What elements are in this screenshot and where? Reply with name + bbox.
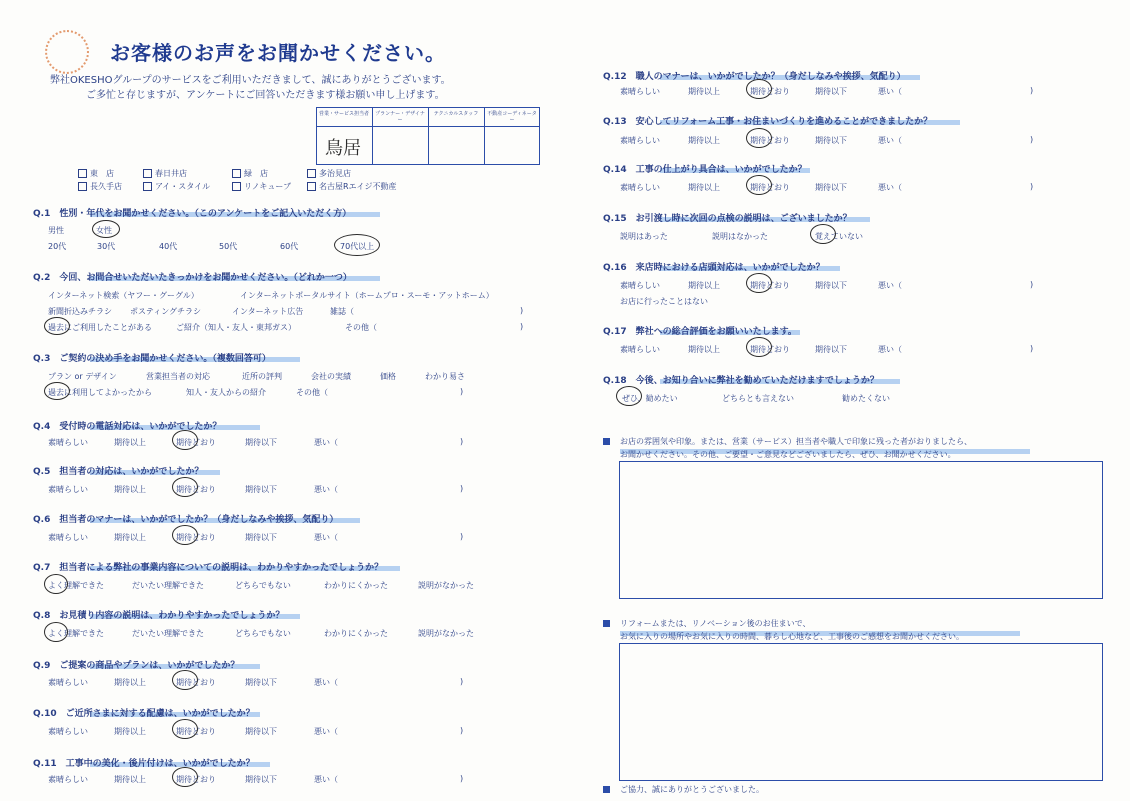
q10-opt-bad-close: ) [460, 726, 464, 735]
q5-opt-bad-close: ) [460, 484, 464, 493]
q3-clarity[interactable]: わかり易さ [425, 372, 465, 381]
q12-opt-above[interactable]: 期待以上 [688, 87, 720, 96]
q1-age-40[interactable]: 40代 [159, 242, 178, 251]
q18-opt-definitely[interactable]: ぜひ、勧めたい [622, 394, 678, 403]
q13-opt-below[interactable]: 期待以下 [815, 136, 847, 145]
q2-magazine[interactable]: 雑誌（ [330, 307, 354, 316]
store-checkbox-tajimi[interactable]: 多治見店 [307, 168, 351, 179]
q3-price[interactable]: 価格 [380, 372, 396, 381]
q2-posting[interactable]: ポスティングチラシ [130, 307, 202, 316]
staff-header-realestate: 不動産コーディネーター [487, 111, 537, 123]
q16-opt-bad[interactable]: 悪い（ [878, 281, 902, 290]
q7-opt-none[interactable]: 説明がなかった [418, 581, 474, 590]
staff-header-sales: 営業・サービス担当者 [319, 111, 370, 117]
store-checkbox-nagoya-rage[interactable]: 名古屋Rエイジ不動産 [307, 181, 397, 192]
store-checkbox-higashi[interactable]: 東 店 [78, 168, 114, 179]
q15-opt-yes[interactable]: 説明はあった [620, 232, 668, 241]
q7-opt-mostly[interactable]: だいたい理解できた [132, 581, 204, 590]
seal-stamp [45, 30, 89, 74]
q8-circle [44, 622, 68, 642]
q14-opt-below[interactable]: 期待以下 [815, 183, 847, 192]
q11-opt-expected[interactable]: 期待どおり [176, 775, 216, 784]
question-6: Q.6 担当者のマナーは、いかがでしたか？（身だしなみや挨拶、気配り） [33, 515, 339, 525]
q13-circle [746, 128, 772, 148]
q9-opt-bad-close: ) [460, 677, 464, 686]
q2-other-close: ) [520, 322, 524, 331]
q2-past-circle [44, 317, 70, 335]
free2-line-2: お気に入りの場所やお気に入りの時間、暮らし心地など、工事後のご感想をお聞かせください。 [620, 632, 964, 641]
free1-line-1: お店の雰囲気や印象。または、営業（サービス）担当者や職人で印象に残った者がおりましたら、 [620, 437, 972, 446]
q10-opt-excellent[interactable]: 素晴らしい [48, 727, 88, 736]
q11-opt-below[interactable]: 期待以下 [245, 775, 277, 784]
q18-circle [616, 386, 642, 406]
q3-plan[interactable]: プラン or デザイン [48, 372, 117, 381]
q12-circle [746, 79, 772, 99]
q4-opt-below[interactable]: 期待以下 [245, 438, 277, 447]
staff-header-technical: テクニカルスタッフ [433, 111, 479, 117]
question-8: Q.8 お見積り内容の説明は、わかりやすかったでしょうか？ [33, 611, 285, 621]
q17-opt-excellent[interactable]: 素晴らしい [620, 345, 660, 354]
question-10: Q.10 ご近所さまに対する配慮は、いかがでしたか？ [33, 709, 255, 719]
intro-line-1: 弊社OKESHOグループのサービスをご利用いただきまして、誠にありがとうございます。 [50, 75, 451, 86]
q12-opt-bad[interactable]: 悪い（ [878, 87, 902, 96]
q7-opt-neutral[interactable]: どちらでもない [235, 581, 291, 590]
bullet-icon [603, 620, 610, 627]
question-16: Q.16 来店時における店頭対応は、いかがでしたか？ [603, 263, 825, 273]
q3-reputation[interactable]: 近所の評判 [242, 372, 282, 381]
q11-circle [172, 767, 198, 787]
q2-past-use[interactable]: 過去にご利用したことがある [48, 323, 152, 332]
q8-opt-unclear[interactable]: わかりにくかった [324, 629, 388, 638]
q15-opt-dont-remember[interactable]: 覚えていない [815, 232, 863, 241]
q1-age-circle [334, 234, 380, 256]
q14-opt-bad[interactable]: 悪い（ [878, 183, 902, 192]
q5-opt-excellent[interactable]: 素晴らしい [48, 485, 88, 494]
question-7: Q.7 担当者による弊社の事業内容についての説明は、わかりやすかったでしょうか？ [33, 563, 384, 573]
q2-referral[interactable]: ご紹介（知人・友人・東邦ガス） [176, 323, 296, 332]
q4-opt-excellent[interactable]: 素晴らしい [48, 438, 88, 447]
q4-opt-bad-close: ) [460, 437, 464, 446]
q7-circle [44, 574, 68, 594]
q14-opt-expected[interactable]: 期待どおり [750, 183, 790, 192]
q14-opt-excellent[interactable]: 素晴らしい [620, 183, 660, 192]
staff-table [316, 107, 540, 165]
q3-track-record[interactable]: 会社の実績 [311, 372, 351, 381]
q16-opt-below[interactable]: 期待以下 [815, 281, 847, 290]
q4-opt-bad[interactable]: 悪い（ [314, 438, 338, 447]
question-18: Q.18 今後、お知り合いに弊社を勧めていただけますでしょうか？ [603, 376, 879, 386]
q1-female-circle [92, 220, 120, 238]
q1-age-20[interactable]: 20代 [48, 242, 67, 251]
q10-opt-expected[interactable]: 期待どおり [176, 727, 216, 736]
q5-opt-above[interactable]: 期待以上 [114, 485, 146, 494]
q2-search[interactable]: インターネット検索（ヤフー・グーグル） [48, 291, 199, 300]
q17-opt-above[interactable]: 期待以上 [688, 345, 720, 354]
question-2: Q.2 今回、お問合せいただいたきっかけをお聞かせください。（どれか一つ） [33, 273, 352, 283]
staff-handwritten-name: 鳥居 [325, 138, 361, 159]
store-checkbox-renocube[interactable]: リノキューブ [232, 181, 291, 192]
question-9: Q.9 ご提案の商品やプランは、いかがでしたか？ [33, 661, 240, 671]
question-3: Q.3 ご契約の決め手をお聞かせください。（複数回答可） [33, 354, 271, 364]
q6-opt-bad-close: ) [460, 532, 464, 541]
free1-line-2: お聞かせください。その他、ご要望・ご意見などございましたら、ぜひ、お聞かせください。 [620, 450, 956, 459]
free-text-box-1[interactable] [619, 461, 1103, 599]
q9-opt-excellent[interactable]: 素晴らしい [48, 678, 88, 687]
question-12: Q.12 職人のマナーは、いかがでしたか？（身だしなみや挨拶、気配り） [603, 72, 906, 82]
q10-opt-bad[interactable]: 悪い（ [314, 727, 338, 736]
q11-opt-bad-close: ) [460, 774, 464, 783]
free2-line-1: リフォームまたは、リノベーション後のお住まいで、 [620, 619, 811, 628]
q10-opt-above[interactable]: 期待以上 [114, 727, 146, 736]
thanks-footer: ご協力、誠にありがとうございました。 [620, 785, 764, 794]
q10-circle [172, 719, 198, 739]
bullet-icon [603, 438, 610, 445]
q13-opt-excellent[interactable]: 素晴らしい [620, 136, 660, 145]
q8-opt-none[interactable]: 説明がなかった [418, 629, 474, 638]
q7-opt-well[interactable]: よく理解できた [48, 581, 104, 590]
q11-opt-bad[interactable]: 悪い（ [314, 775, 338, 784]
q16-opt-above[interactable]: 期待以上 [688, 281, 720, 290]
q6-opt-below[interactable]: 期待以下 [245, 533, 277, 542]
q16-opt-bad-close: ) [1030, 280, 1034, 289]
q8-opt-mostly[interactable]: だいたい理解できた [132, 629, 204, 638]
q9-circle [172, 670, 198, 690]
q11-opt-above[interactable]: 期待以上 [114, 775, 146, 784]
q1-age-30[interactable]: 30代 [97, 242, 116, 251]
q13-opt-above[interactable]: 期待以上 [688, 136, 720, 145]
q12-opt-expected[interactable]: 期待どおり [750, 87, 790, 96]
q16-opt-excellent[interactable]: 素晴らしい [620, 281, 660, 290]
q7-opt-unclear[interactable]: わかりにくかった [324, 581, 388, 590]
q16-opt-expected[interactable]: 期待どおり [750, 281, 790, 290]
q3-sales-staff[interactable]: 営業担当者の対応 [146, 372, 210, 381]
q18-opt-no[interactable]: 勧めたくない [842, 394, 890, 403]
store-checkbox-istyle[interactable]: アイ・スタイル [143, 181, 210, 192]
page-title: お客様のお声をお聞かせください。 [110, 41, 446, 65]
q5-opt-bad[interactable]: 悪い（ [314, 485, 338, 494]
q17-opt-bad-close: ) [1030, 344, 1034, 353]
q11-opt-excellent[interactable]: 素晴らしい [48, 775, 88, 784]
q3-other[interactable]: その他（ [296, 388, 328, 397]
question-14: Q.14 工事の仕上がり具合は、いかがでしたか？ [603, 165, 807, 175]
question-11: Q.11 工事中の美化・後片付けは、いかがでしたか？ [33, 759, 255, 769]
q2-web-ad[interactable]: インターネット広告 [232, 307, 304, 316]
q15-circle [810, 224, 836, 244]
q15-opt-no[interactable]: 説明はなかった [712, 232, 768, 241]
q2-portal[interactable]: インターネットポータルサイト（ホームプロ・スーモ・アットホーム） [240, 291, 494, 300]
q1-age-60[interactable]: 60代 [280, 242, 299, 251]
q6-opt-bad[interactable]: 悪い（ [314, 533, 338, 542]
free-text-box-2[interactable] [619, 643, 1103, 781]
q4-opt-above[interactable]: 期待以上 [114, 438, 146, 447]
q12-opt-bad-close: ) [1030, 86, 1034, 95]
q6-opt-excellent[interactable]: 素晴らしい [48, 533, 88, 542]
q14-circle [746, 175, 772, 195]
q1-male[interactable]: 男性 [48, 226, 64, 235]
q4-circle [172, 430, 198, 450]
q9-opt-below[interactable]: 期待以下 [245, 678, 277, 687]
q12-opt-excellent[interactable]: 素晴らしい [620, 87, 660, 96]
q18-opt-neither[interactable]: どちらとも言えない [722, 394, 794, 403]
question-4: Q.4 受付時の電話対応は、いかがでしたか？ [33, 422, 222, 432]
q17-opt-bad[interactable]: 悪い（ [878, 345, 902, 354]
q16-circle [746, 273, 772, 293]
store-checkbox-kasugai[interactable]: 春日井店 [143, 168, 187, 179]
staff-header-planner: プランナー・デザイナー [375, 111, 425, 123]
q16-opt-never-visited[interactable]: お店に行ったことはない [620, 297, 708, 306]
q13-opt-expected[interactable]: 期待どおり [750, 136, 790, 145]
q3-introduction[interactable]: 知人・友人からの紹介 [186, 388, 266, 397]
q17-opt-expected[interactable]: 期待どおり [750, 345, 790, 354]
q8-opt-neutral[interactable]: どちらでもない [235, 629, 291, 638]
q13-opt-bad-close: ) [1030, 135, 1034, 144]
question-13: Q.13 安心してリフォーム工事・お住まいづくりを進めることができましたか？ [603, 117, 933, 127]
q8-opt-well[interactable]: よく理解できた [48, 629, 104, 638]
q5-circle [172, 477, 198, 497]
q3-other-close: ) [460, 387, 464, 396]
q17-opt-below[interactable]: 期待以下 [815, 345, 847, 354]
question-1: Q.1 性別・年代をお聞かせください。（このアンケートをご記入いただく方） [33, 209, 352, 219]
intro-line-2: ご多忙と存じますが、アンケートにご回答いただきます様お願い申し上げます。 [86, 90, 445, 101]
q6-opt-expected[interactable]: 期待どおり [176, 533, 216, 542]
store-checkbox-nagakute[interactable]: 長久手店 [78, 181, 122, 192]
bullet-icon [603, 786, 610, 793]
q6-circle [172, 525, 198, 545]
q3-past-circle [44, 382, 70, 400]
question-15: Q.15 お引渡し時に次回の点検の説明は、ございましたか？ [603, 214, 852, 224]
q17-circle [746, 337, 772, 357]
q6-opt-above[interactable]: 期待以上 [114, 533, 146, 542]
q5-opt-below[interactable]: 期待以下 [245, 485, 277, 494]
q13-opt-bad[interactable]: 悪い（ [878, 136, 902, 145]
q1-female[interactable]: 女性 [96, 226, 112, 235]
q1-age-70plus[interactable]: 70代以上 [340, 242, 375, 251]
q4-opt-expected[interactable]: 期待どおり [176, 438, 216, 447]
q9-opt-above[interactable]: 期待以上 [114, 678, 146, 687]
question-17: Q.17 弊社への総合評価をお願いいたします。 [603, 327, 797, 337]
q9-opt-bad[interactable]: 悪い（ [314, 678, 338, 687]
store-checkbox-midori[interactable]: 緑 店 [232, 168, 268, 179]
q1-age-50[interactable]: 50代 [219, 242, 238, 251]
q14-opt-above[interactable]: 期待以上 [688, 183, 720, 192]
q2-newspaper[interactable]: 新聞折込みチラシ [48, 307, 112, 316]
q9-opt-expected[interactable]: 期待どおり [176, 678, 216, 687]
q2-magazine-close: ) [520, 306, 524, 315]
q12-opt-below[interactable]: 期待以下 [815, 87, 847, 96]
question-5: Q.5 担当者の対応は、いかがでしたか？ [33, 467, 204, 477]
q3-past-use[interactable]: 過去に利用してよかったから [48, 388, 152, 397]
q10-opt-below[interactable]: 期待以下 [245, 727, 277, 736]
q2-other[interactable]: その他（ [345, 323, 377, 332]
q5-opt-expected[interactable]: 期待どおり [176, 485, 216, 494]
q14-opt-bad-close: ) [1030, 182, 1034, 191]
